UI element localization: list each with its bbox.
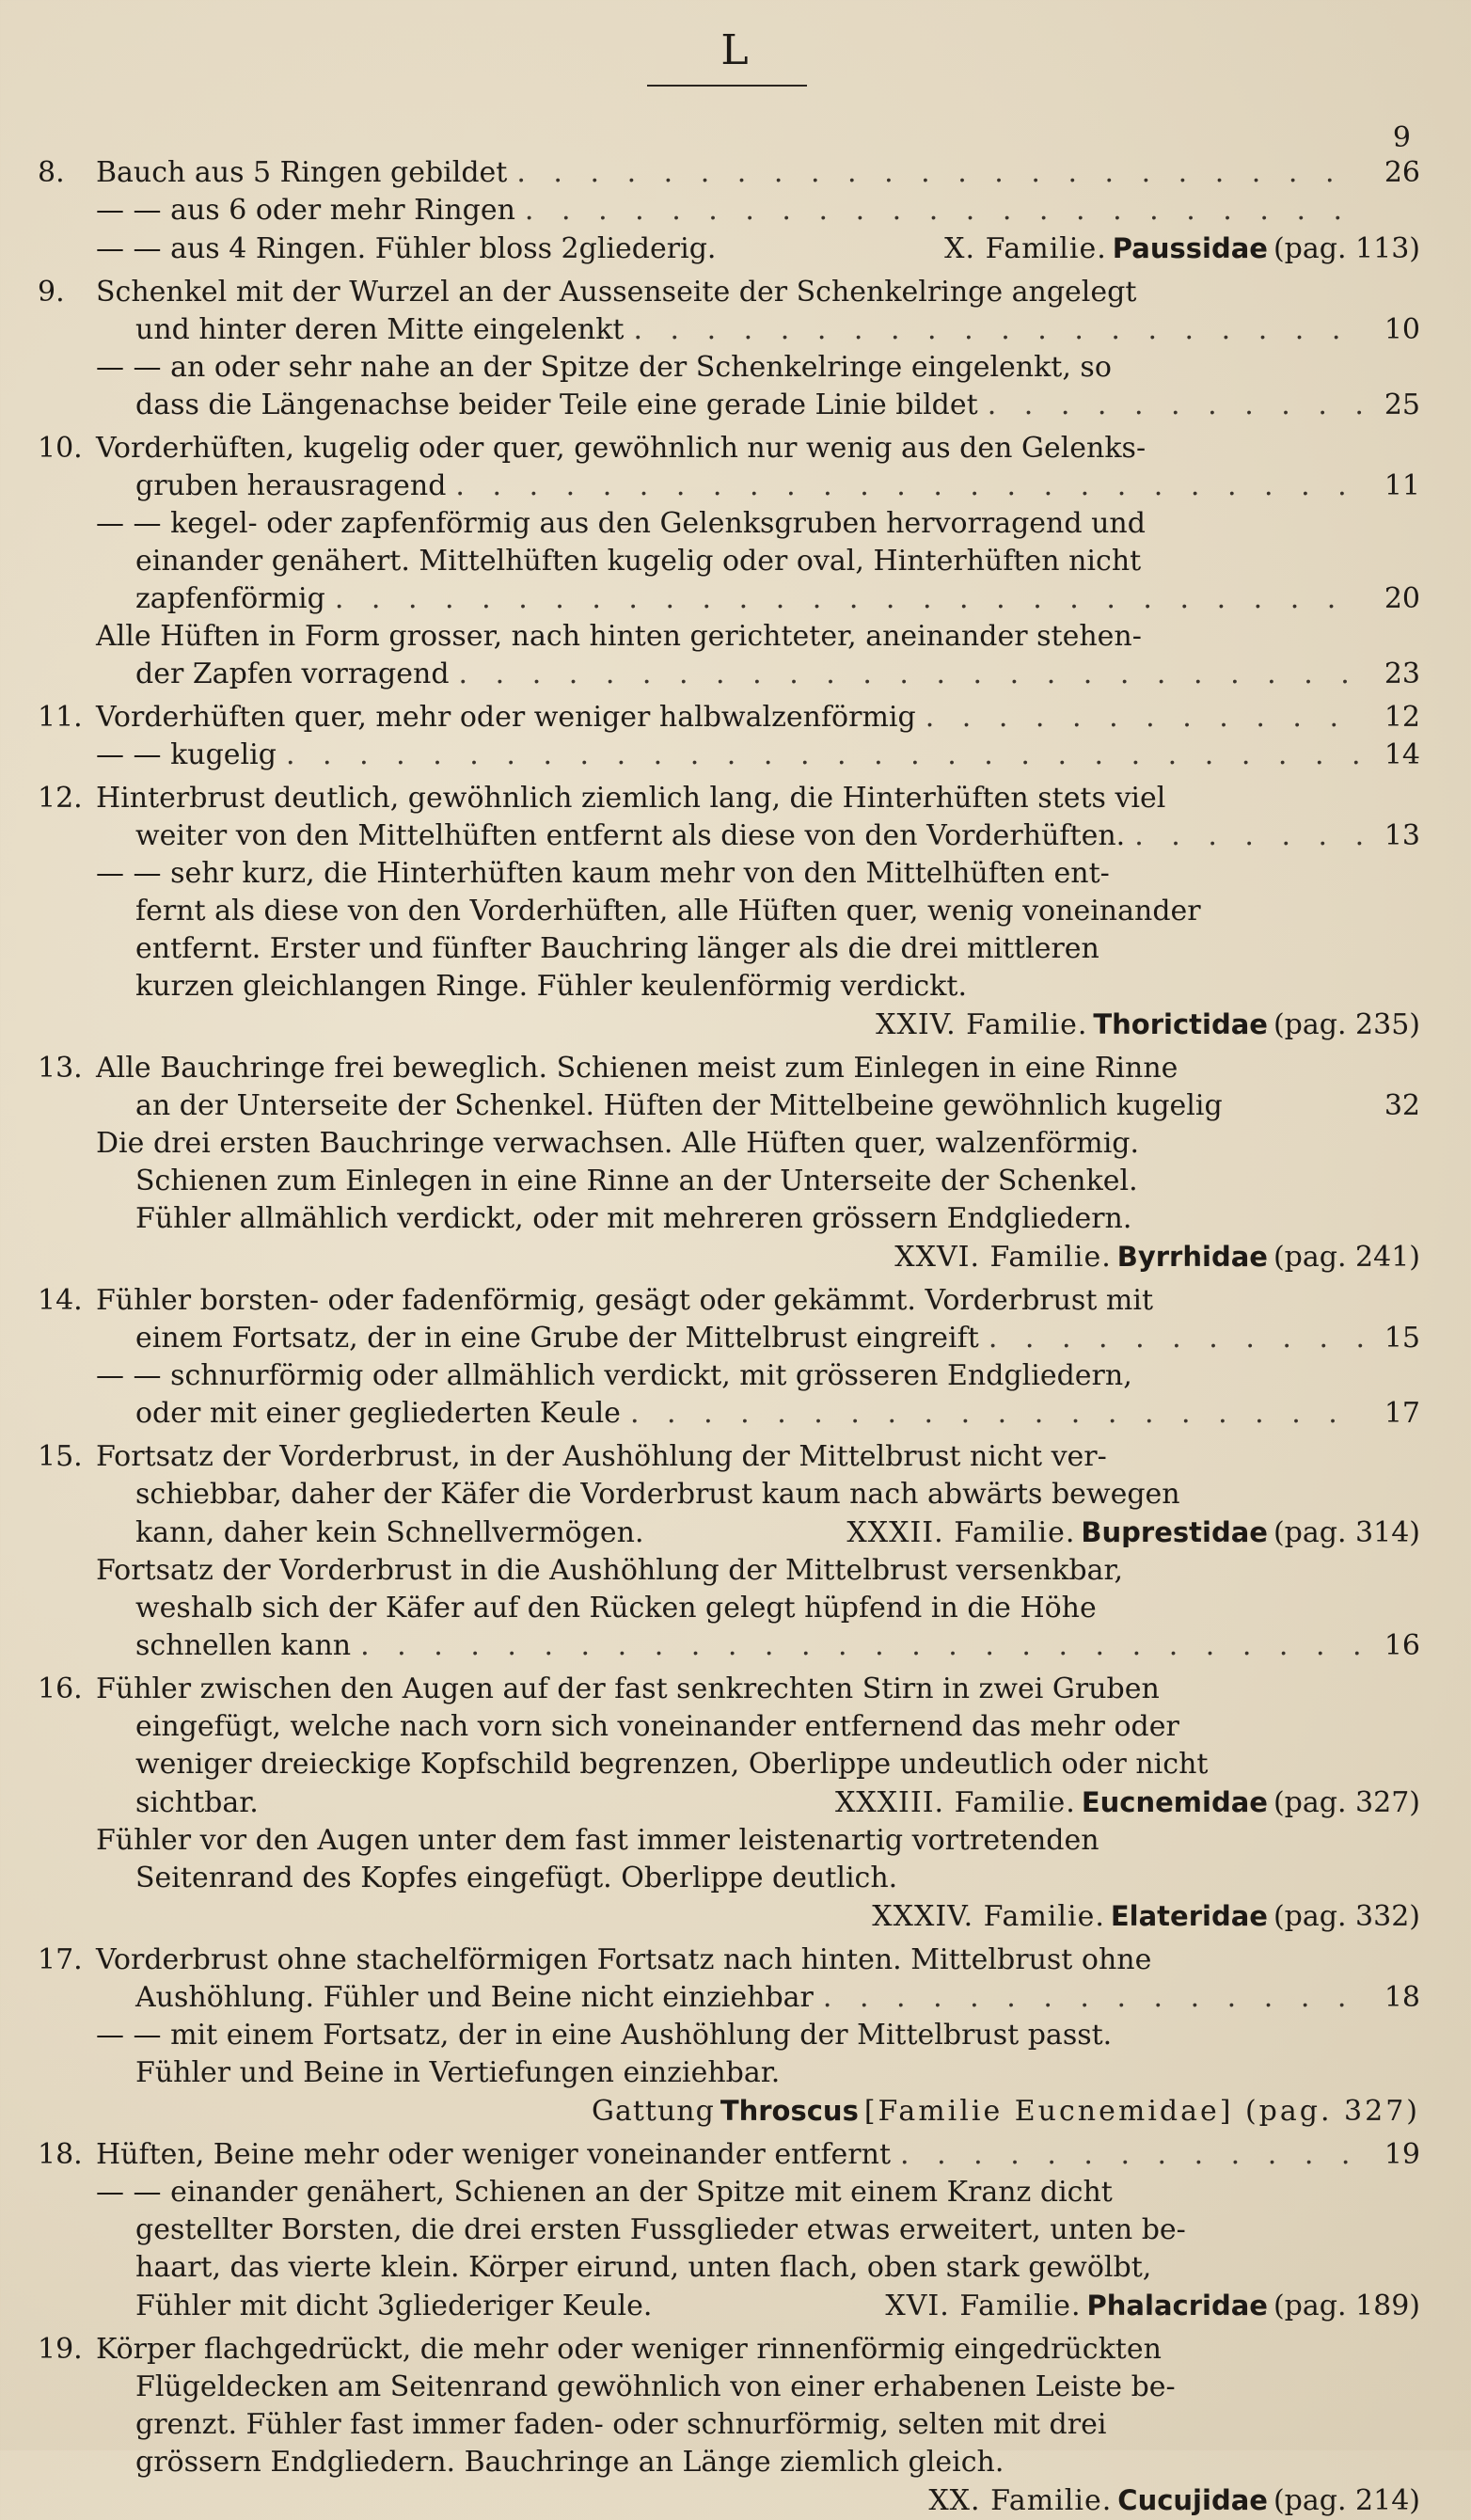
entry-line [96,580,1420,618]
line-text: — — aus 6 oder mehr Ringen [96,194,515,227]
line-text: — — an oder sehr nahe an der Spitze der Schenkelringe eingelenkt, so [96,351,1112,384]
page-reference: (pag. 189) [1273,2290,1420,2322]
entry-line [96,1438,1420,1476]
entry-body [96,1282,1420,1433]
line-text: — — aus 4 Ringen. Fühler bloss 2gliederig. [96,232,717,265]
target-couplet-number: 32 [1384,1089,1420,1122]
entry-line [96,1006,1420,1044]
entry-line [96,2331,1420,2369]
entry-number: 10. [38,432,83,465]
key-entry [38,274,1420,424]
page-reference: (pag. 214) [1273,2484,1420,2517]
entry-body [96,430,1420,693]
entry-body [96,1942,1420,2131]
line-text: Hüften, Beine mehr oder weniger voneinander entfernt [96,2138,892,2171]
page-reference: [Familie Eucnemidae] (pag. 327) [863,2095,1420,2128]
entry-line [96,2017,1420,2054]
entry-line [96,505,1420,543]
dot-leader [925,699,1364,737]
entry-line [96,780,1420,817]
line-text: Körper flachgedrückt, die mehr oder weniger rinnenförmig eingedrückten [96,2333,1162,2366]
line-text: Flügeldecken am Seitenrand gewöhnlich von einer erhabenen Leiste be- [135,2370,1176,2403]
line-text: Vorderhüften quer, mehr oder weniger halbwalzenförmig [96,701,916,734]
entry-body [96,2136,1420,2325]
family-name: Phalacridae [1086,2290,1268,2322]
entry-line [96,1783,1420,1822]
entry-number: 8. [38,156,65,189]
line-text: Fortsatz der Vorderbrust in die Aushöhlung der Mittelbrust versenkbar, [96,1554,1124,1587]
entry-line [96,2174,1420,2211]
entry-line [96,1320,1420,1357]
line-text: eingefügt, welche nach vorn sich voneinander entfernend das mehr oder [135,1710,1179,1743]
page-reference: (pag. 314) [1273,1516,1420,1549]
entry-body [96,1438,1420,1665]
family-name: Paussidae [1112,232,1268,264]
line-text: weniger dreieckige Kopfschild begrenzen, Oberlippe undeutlich oder nicht [135,1748,1209,1781]
line-text: gestellter Borsten, die drei ersten Fussglieder etwas erweitert, unten be- [135,2213,1186,2246]
carry-page-number: 9 [1392,121,1411,154]
entry-line [96,1897,1420,1936]
line-text: Fühler mit dicht 3gliederiger Keule. [135,2290,653,2322]
line-text: zapfenförmig [135,582,325,615]
dot-leader [823,1979,1364,2017]
entry-line [96,1860,1420,1897]
family-label: XVI. Familie. [885,2290,1082,2322]
key-entry [38,780,1420,1044]
entry-line [96,1514,1420,1552]
line-text: Die drei ersten Bauchringe verwachsen. Alle Hüften quer, walzenförmig. [96,1127,1140,1160]
entry-line [96,2211,1420,2249]
entry-line [96,893,1420,930]
page-number: L [720,26,751,74]
line-text: — — sehr kurz, die Hinterhüften kaum mehr von den Mittelhüften ent- [96,857,1110,890]
family-name: Cucujidae [1117,2484,1268,2516]
family-label: XXIV. Familie. [876,1008,1088,1041]
entry-body [96,1050,1420,1276]
entry-line [96,1395,1420,1433]
key-entry [38,430,1420,693]
entry-line [96,2054,1420,2092]
target-couplet-number: 12 [1384,701,1420,734]
entry-number: 13. [38,1052,83,1085]
line-text: Fühler vor den Augen unter dem fast immer leistenartig vortretenden [96,1824,1099,1857]
line-text: einem Fortsatz, der in eine Grube der Mittelbrust eingreift [135,1322,979,1355]
entry-line [96,154,1420,192]
key-entry [38,1282,1420,1433]
family-label: XXXII. Familie. [846,1516,1076,1549]
dot-leader [360,1627,1364,1665]
entry-line [96,2249,1420,2287]
entry-line [96,1200,1420,1238]
entry-line [96,1163,1420,1200]
entry-line [96,737,1420,774]
line-text: Vorderbrust ohne stachelförmigen Fortsatz nach hinten. Mittelbrust ohne [96,1943,1152,1976]
target-couplet-number: 25 [1384,388,1420,421]
key-entry [38,1671,1420,1936]
target-couplet-number: 19 [1384,2138,1420,2171]
entry-line [96,930,1420,968]
target-couplet-number: 16 [1384,1629,1420,1662]
entry-line [96,2406,1420,2444]
entry-line [96,349,1420,387]
family-label: X. Familie. [944,232,1107,265]
line-text: — — schnurförmig oder allmählich verdickt, mit grösseren Endgliedern, [96,1359,1132,1392]
line-text: haart, das vierte klein. Körper eirund, unten flach, oben stark gewölbt, [135,2251,1152,2284]
entry-line [96,656,1420,693]
dot-leader [633,311,1364,349]
entry-body [96,274,1420,424]
target-couplet-number: 17 [1384,1397,1420,1430]
entry-line [96,2287,1420,2325]
entry-line [96,699,1420,737]
entry-line [96,1357,1420,1395]
target-couplet-number: 14 [1384,738,1420,771]
line-text: weiter von den Mittelhüften entfernt als diese von den Vorderhüften. [135,819,1126,852]
entry-line [96,1552,1420,1590]
key-entry [38,1942,1420,2131]
line-text: Fühler borsten- oder fadenförmig, gesägt oder gekämmt. Vorderbrust mit [96,1284,1154,1317]
dot-leader [459,656,1364,693]
dot-leader [286,737,1364,774]
line-text: Seitenrand des Kopfes eingefügt. Oberlippe deutlich. [135,1862,898,1894]
entry-line [96,543,1420,580]
entry-line [96,1590,1420,1627]
line-text: einander genähert. Mittelhüften kugelig oder oval, Hinterhüften nicht [135,545,1142,578]
line-text: Fühler zwischen den Augen auf der fast senkrechten Stirn in zwei Gruben [96,1672,1160,1705]
entry-body [96,1671,1420,1936]
line-text: kurzen gleichlangen Ringe. Fühler keulenförmig verdickt. [135,970,967,1003]
line-text: Fortsatz der Vorderbrust, in der Aushöhlung der Mittelbrust nicht ver- [96,1440,1107,1473]
family-label: XXVI. Familie. [894,1241,1112,1274]
family-label: XX. Familie. [928,2484,1113,2517]
entry-line [96,468,1420,505]
entry-line [96,1979,1420,2017]
target-couplet-number: 15 [1384,1322,1420,1355]
family-name: Buprestidae [1081,1516,1268,1548]
entry-line [96,1282,1420,1320]
line-text: Schienen zum Einlegen in eine Rinne an der Unterseite der Schenkel. [135,1165,1138,1197]
line-text: — — mit einem Fortsatz, der in eine Aushöhlung der Mittelbrust passt. [96,2019,1113,2052]
line-text: kann, daher kein Schnellvermögen. [135,1516,644,1549]
dot-leader [988,387,1364,424]
entry-body [96,780,1420,1044]
family-name: Thorictidae [1093,1008,1268,1040]
entry-line [96,855,1420,893]
entry-number: 19. [38,2333,83,2366]
entry-number: 12. [38,782,83,815]
key-entry [38,2331,1420,2520]
page-reference: (pag. 327) [1273,1786,1420,1819]
entry-line [96,2136,1420,2174]
entry-number: 14. [38,1284,83,1317]
entry-body [96,699,1420,774]
entry-line [96,1746,1420,1783]
line-text: — — kegel- oder zapfenförmig aus den Gelenksgruben hervorragend und [96,507,1146,540]
line-text: schiebbar, daher der Käfer die Vorderbrust kaum nach abwärts bewegen [135,1478,1180,1511]
line-text: entfernt. Erster und fünfter Bauchring länger als die drei mittleren [135,932,1099,965]
entry-line [96,618,1420,656]
family-label: Gattung [592,2095,715,2128]
line-text: Vorderhüften, kugelig oder quer, gewöhnlich nur wenig aus den Gelenks- [96,432,1147,465]
entry-line [96,1627,1420,1665]
entry-line [96,968,1420,1006]
page-reference: (pag. 235) [1273,1008,1420,1041]
entry-number: 18. [38,2138,83,2171]
line-text: grenzt. Fühler fast immer faden- oder schnurförmig, selten mit drei [135,2408,1107,2441]
entry-line [96,274,1420,311]
line-text: Bauch aus 5 Ringen gebildet [96,156,508,189]
entry-number: 9. [38,276,65,309]
dot-leader [455,468,1364,505]
entry-number: 15. [38,1440,83,1473]
entry-line [96,230,1420,268]
family-label: XXXIV. Familie. [872,1900,1105,1933]
target-couplet-number: 26 [1384,156,1420,189]
dot-leader [630,1395,1364,1433]
line-text: sichtbar. [135,1786,259,1819]
family-name: Elateridae [1110,1900,1268,1932]
entry-number: 17. [38,1943,83,1976]
entry-body [96,154,1420,268]
dot-leader [516,154,1364,192]
line-text: der Zapfen vorragend [135,658,450,690]
line-text: dass die Längenachse beider Teile eine gerade Linie bildet [135,388,978,421]
page-reference: (pag. 332) [1273,1900,1420,1933]
line-text: Schenkel mit der Wurzel an der Aussenseite der Schenkelringe angelegt [96,276,1137,309]
key-entry [38,154,1420,268]
line-text: oder mit einer gegliederten Keule [135,1397,621,1430]
entry-body [96,2331,1420,2520]
dot-leader [1134,817,1364,855]
page-reference: (pag. 113) [1273,232,1420,265]
line-text: Fühler allmählich verdickt, oder mit mehreren grössern Endgliedern. [135,1202,1132,1235]
entry-line [96,2369,1420,2406]
line-text: Alle Hüften in Form grosser, nach hinten gerichteter, aneinander stehen- [96,620,1142,653]
dot-leader [525,192,1364,230]
entry-number: 16. [38,1672,83,1705]
entry-line [96,1050,1420,1087]
key-entry [38,1050,1420,1276]
entry-line [96,192,1420,230]
dot-leader [989,1320,1364,1357]
header-rule [647,85,807,87]
line-text: weshalb sich der Käfer auf den Rücken gelegt hüpfend in die Höhe [135,1592,1097,1625]
line-text: Hinterbrust deutlich, gewöhnlich ziemlich lang, die Hinterhüften stets viel [96,782,1166,815]
entry-line [96,430,1420,468]
target-couplet-number: 18 [1384,1981,1420,2014]
target-couplet-number: 10 [1384,313,1420,346]
entry-line [96,2092,1420,2131]
entry-line [96,1942,1420,1979]
key-entry [38,699,1420,774]
family-label: XXXIII. Familie. [834,1786,1076,1819]
key-entry [38,1438,1420,1665]
entry-line [96,1476,1420,1514]
line-text: an der Unterseite der Schenkel. Hüften der Mittelbeine gewöhnlich kugelig [135,1089,1223,1122]
entry-line [96,1238,1420,1276]
line-text: Fühler und Beine in Vertiefungen einziehbar. [135,2056,781,2089]
entry-line [96,2481,1420,2520]
entry-number: 11. [38,701,83,734]
key-entries [38,122,1420,2520]
entry-line [96,817,1420,855]
line-text: und hinter deren Mitte eingelenkt [135,313,625,346]
key-entry [38,2136,1420,2325]
target-couplet-number: 13 [1384,819,1420,852]
family-name: Byrrhidae [1116,1241,1268,1273]
line-text: Alle Bauchringe frei beweglich. Schienen meist zum Einlegen in eine Rinne [96,1052,1178,1085]
line-text: schnellen kann [135,1629,352,1662]
page-reference: (pag. 241) [1273,1241,1420,1274]
entry-line [96,387,1420,424]
line-text: gruben herausragend [135,469,447,502]
entry-line [96,1087,1420,1125]
target-couplet-number: 23 [1384,658,1420,690]
entry-line [96,2444,1420,2481]
entry-line [96,311,1420,349]
line-text: — — kugelig [96,738,277,771]
entry-line [96,1708,1420,1746]
family-name: Throscus [720,2095,859,2127]
dot-leader [335,580,1364,618]
entry-line [96,1671,1420,1708]
family-name: Eucnemidae [1081,1786,1268,1818]
line-text: Aushöhlung. Fühler und Beine nicht einziehbar [135,1981,814,2014]
line-text: grössern Endgliedern. Bauchringe an Länge ziemlich gleich. [135,2446,1004,2479]
target-couplet-number: 20 [1384,582,1420,615]
line-text: fernt als diese von den Vorderhüften, alle Hüften quer, wenig voneinander [135,895,1201,927]
target-couplet-number: 11 [1384,469,1420,502]
line-text: — — einander genähert, Schienen an der Spitze mit einem Kranz dicht [96,2176,1113,2209]
dot-leader [900,2136,1364,2174]
entry-line [96,1822,1420,1860]
entry-line [96,1125,1420,1163]
